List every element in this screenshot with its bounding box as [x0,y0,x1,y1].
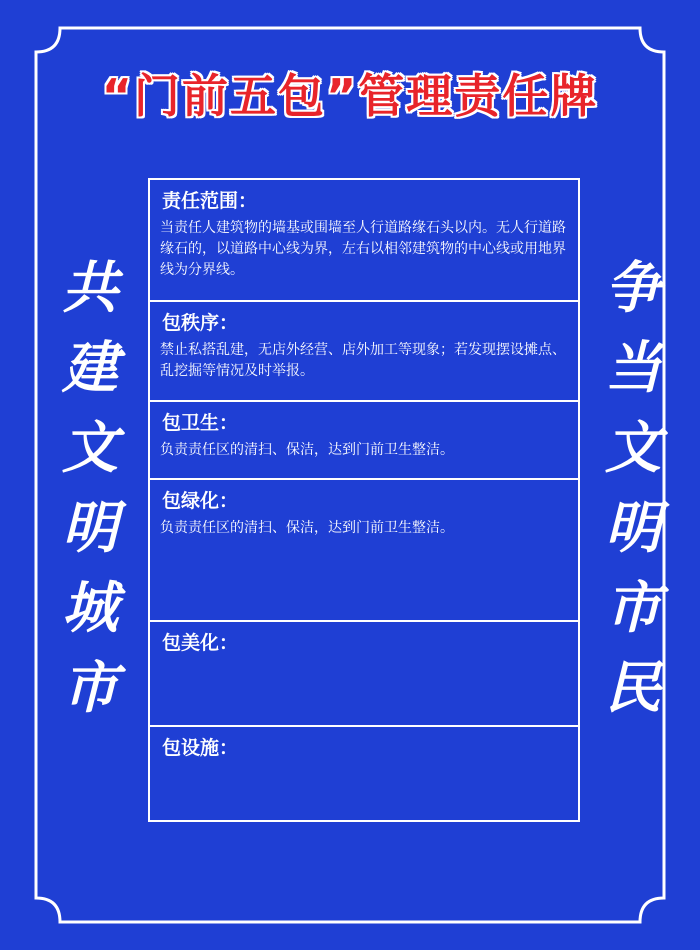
section-label: 包秩序： [162,312,239,334]
slogan-left [50,248,130,728]
section-facilities [150,727,578,820]
slogan-right-char: 明 [605,495,661,561]
section-label: 责任范围： [162,190,258,212]
responsibility-board [148,178,580,822]
slogan-right-char: 民 [605,655,661,721]
section-text: 禁止私搭乱建，无店外经营、店外加工等现象；若发现摆设摊点、乱挖掘等情况及时举报。 [160,342,566,379]
section-label: 包绿化： [162,490,239,512]
slogan-left-char: 共 [62,255,118,321]
slogan-left-char: 建 [62,335,118,401]
slogan-left-char: 明 [62,495,118,561]
section-greening [150,480,578,622]
section-label: 包设施： [162,737,239,759]
slogan-right-char: 市 [605,575,661,641]
section-hygiene [150,402,578,480]
section-label: 包美化： [162,632,239,654]
slogan-right-char: 文 [605,415,661,481]
section-label: 包卫生： [162,412,239,434]
slogan-left-char: 城 [62,575,118,641]
section-text: 当责任人建筑物的墙基或围墙至人行道路缘石头以内。无人行道路缘石的，以道路中心线为界，左右以相邻建筑物的中心线或用地界线为分界线。 [160,220,566,278]
section-scope [150,180,578,302]
slogan-right-char: 当 [605,335,661,401]
page-title: “门前五包”管理责任牌 [101,69,599,123]
slogan-left-char: 市 [62,655,118,721]
section-order [150,302,578,402]
section-text: 负责责任区的清扫、保洁，达到门前卫生整洁。 [160,442,454,458]
slogan-right [593,248,673,728]
section-text: 负责责任区的清扫、保洁，达到门前卫生整洁。 [160,520,454,536]
slogan-right-char: 争 [605,255,661,321]
slogan-left-char: 文 [62,415,118,481]
section-beautify [150,622,578,727]
